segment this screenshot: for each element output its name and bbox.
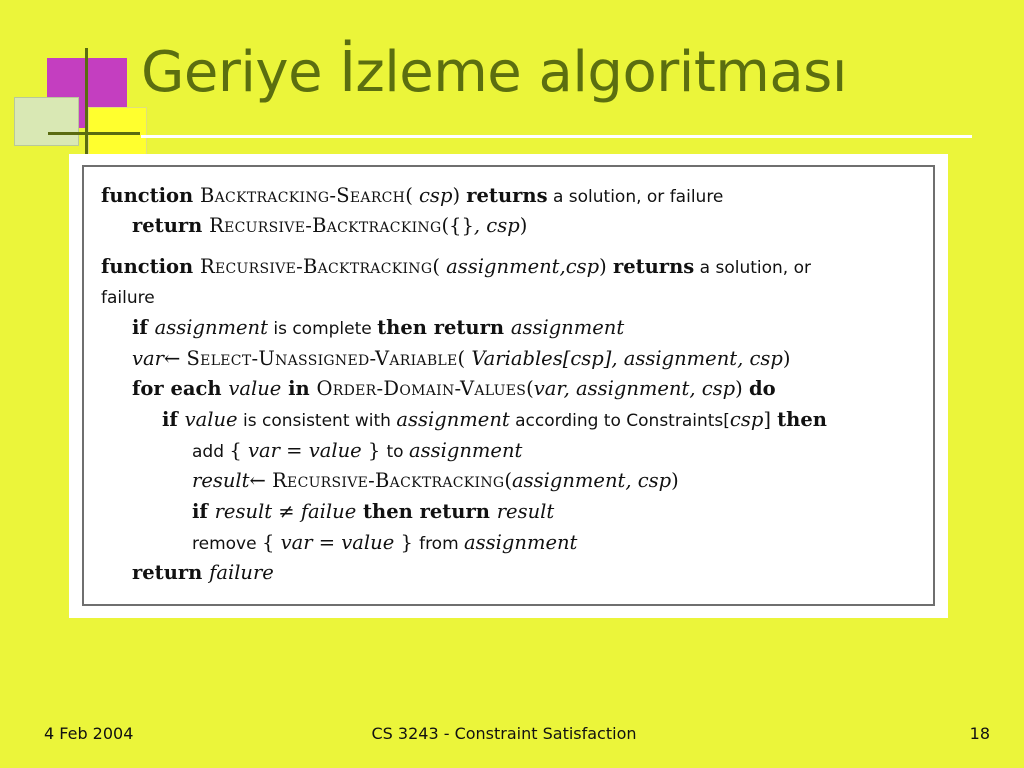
algo-symbol: ) [519, 214, 528, 237]
algo-text: add [192, 442, 230, 462]
algo-line-2 [132, 214, 527, 237]
algo-variable: value [184, 408, 238, 431]
algo-variable: assignment [510, 316, 625, 339]
algo-variable: assignment [409, 439, 523, 462]
algo-symbol: ) [452, 184, 467, 207]
slide-title: Geriye İzleme algoritması [141, 40, 847, 105]
algo-keyword: function [101, 255, 201, 278]
algo-symbol: { [261, 531, 281, 554]
algo-symbol: ) [782, 347, 791, 370]
algo-keyword: return [132, 561, 210, 584]
footer-date: 4 Feb 2004 [44, 724, 134, 743]
algo-line-5 [132, 316, 624, 339]
footer-course-title: CS 3243 - Constraint Satisfaction [371, 724, 637, 743]
algo-variable: assignment,csp [446, 255, 600, 278]
algo-symbol: } [361, 439, 387, 462]
title-underline [141, 135, 972, 138]
algo-procedure-name: Backtracking-Search [200, 184, 406, 207]
algo-variable: csp [419, 184, 453, 207]
algo-line-6 [132, 347, 791, 370]
algo-symbol: ( [526, 377, 534, 400]
algo-variable: Variables[csp], assignment, csp [471, 347, 783, 370]
algo-procedure-name: Recursive-Backtracking [209, 214, 442, 237]
algo-keyword: if [192, 500, 215, 523]
algo-keyword: then return [356, 500, 497, 523]
algo-keyword: do [748, 377, 776, 400]
algo-text: from [419, 534, 465, 554]
algo-keyword: return [132, 214, 210, 237]
algo-variable: var, assignment, csp [533, 377, 736, 400]
algo-keyword: then return [377, 316, 511, 339]
algorithm-image-panel [69, 154, 948, 618]
algo-procedure-name: Select-Unassigned-Variable [186, 347, 458, 370]
algo-keyword: in [281, 377, 317, 400]
algo-symbol: ← [163, 347, 187, 370]
algo-variable: failure [209, 561, 274, 584]
decor-yellow-square [88, 107, 147, 155]
algo-symbol: ) [735, 377, 749, 400]
algo-procedure-name: Recursive-Backtracking [200, 255, 433, 278]
algo-text: a solution, or [694, 258, 811, 278]
algo-variable: , csp [473, 214, 520, 237]
algo-keyword: returns [612, 255, 695, 278]
algo-line-4 [101, 285, 155, 308]
decor-horizontal-line [48, 132, 140, 135]
algo-symbol: ( [504, 469, 513, 492]
algo-variable: value [228, 377, 282, 400]
algo-line-13 [132, 561, 274, 584]
algo-text: failure [101, 288, 155, 308]
decor-green-square [14, 97, 79, 146]
algo-symbol: ) [599, 255, 613, 278]
algo-symbol: ] [763, 408, 778, 431]
algo-procedure-name: Order-Domain-Values [316, 377, 527, 400]
algo-text: a solution, or failure [547, 187, 724, 207]
algo-line-7 [132, 377, 776, 400]
algo-line-9 [192, 439, 522, 462]
footer-page-number: 18 [969, 724, 990, 743]
algo-symbol: ( [432, 255, 447, 278]
algo-keyword: if [132, 316, 155, 339]
algo-text: is consistent with [237, 411, 397, 431]
algo-text: remove [192, 534, 262, 554]
algo-symbol: { [229, 439, 249, 462]
decor-vertical-line [85, 48, 88, 156]
algo-keyword: function [101, 184, 201, 207]
algo-symbol: ( [405, 184, 420, 207]
algo-text: according to Constraints[ [509, 411, 730, 431]
algo-symbol: } [394, 531, 420, 554]
algo-symbol: ← [249, 469, 273, 492]
algo-text: is complete [267, 319, 378, 339]
algo-variable: result ≠ failue [214, 500, 357, 523]
algo-variable: assignment [464, 531, 578, 554]
algo-procedure-name: Recursive-Backtracking [272, 469, 505, 492]
algo-variable: var [132, 347, 164, 370]
algo-keyword: for each [132, 377, 229, 400]
algo-keyword: returns [466, 184, 548, 207]
algo-variable: assignment [154, 316, 268, 339]
algorithm-frame [82, 165, 935, 606]
algo-variable: result [192, 469, 250, 492]
algo-variable: assignment, csp [512, 469, 672, 492]
algo-line-12 [192, 531, 577, 554]
algo-variable: csp [729, 408, 764, 431]
algo-symbol: ( [457, 347, 472, 370]
algo-variable: result [496, 500, 555, 523]
algo-variable: var = value [248, 439, 362, 462]
algo-text: to [386, 442, 409, 462]
algo-symbol: ({} [441, 214, 474, 237]
algo-line-10 [192, 469, 679, 492]
algo-variable: var = value [280, 531, 395, 554]
algo-variable: assignment [396, 408, 510, 431]
algo-keyword: if [162, 408, 185, 431]
algo-line-8 [162, 408, 827, 431]
algo-line-3 [101, 255, 811, 278]
algo-line-1 [101, 184, 723, 207]
algo-symbol: ) [671, 469, 679, 492]
algo-keyword: then [777, 408, 827, 431]
algo-line-11 [192, 500, 554, 523]
